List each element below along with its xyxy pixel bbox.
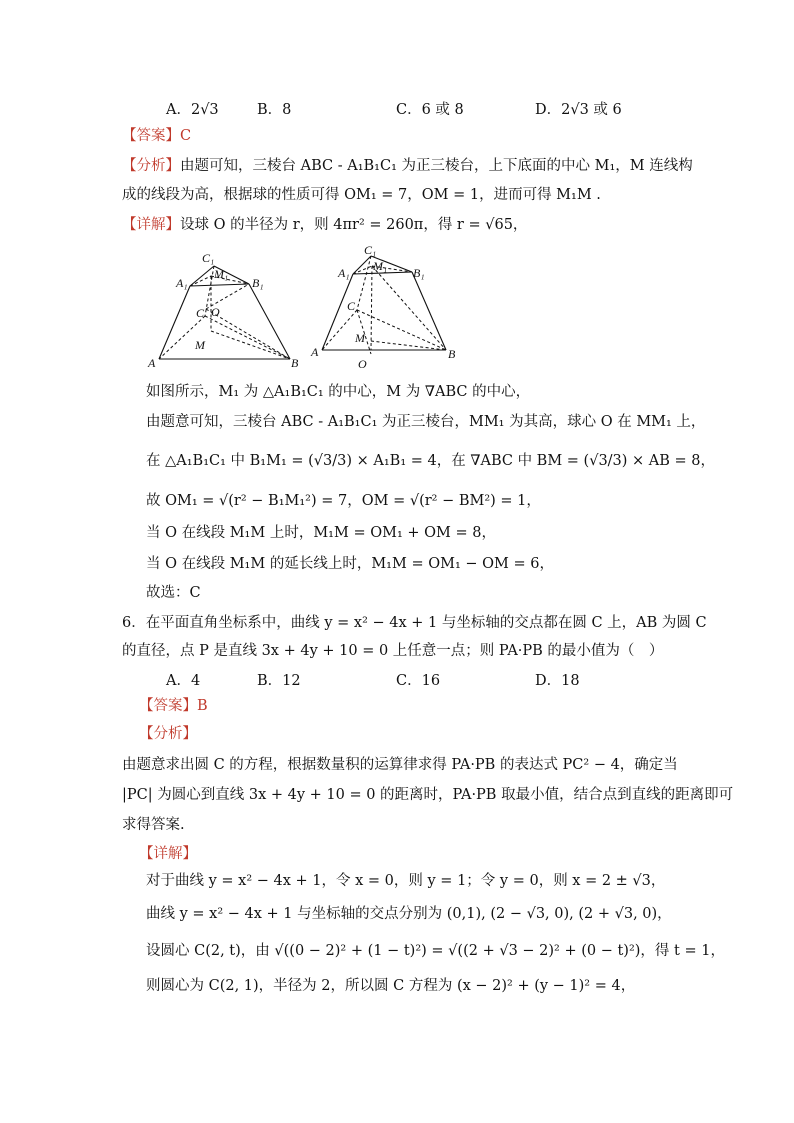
label-B: B (291, 356, 299, 370)
q5-detail-line-1 (122, 216, 527, 234)
q6-option-b: B．12 (257, 673, 301, 689)
q6-analysis-line-1: 由题意求出圆 C 的方程，根据数量积的运算律求得 PA·PB 的表达式 PC² − 4，确定当 (122, 757, 678, 773)
q6-stem-line-2: 的直径，点 P 是直线 3x + 4y + 10 = 0 上任意一点；则 PA·PB 的最小值为（ ） (122, 643, 664, 659)
answer-tag: 【答案】 (139, 698, 197, 714)
q5-detail-line-6: 当 O 在线段 M₁M 上时，M₁M = OM₁ + OM = 8， (146, 525, 496, 541)
label-M: M (195, 338, 205, 352)
label-B1: B₁ (252, 276, 264, 290)
label-O: O (211, 305, 220, 319)
answer-value: B (197, 698, 208, 714)
q5-answer-line (122, 127, 191, 145)
analysis-tag: 【分析】 (122, 158, 180, 174)
q6-stem-line-1: 6．在平面直角坐标系中，曲线 y = x² − 4x + 1 与坐标轴的交点都在圆 C 上，AB 为圆 C (122, 615, 707, 631)
q6-analysis-tag-line (139, 725, 197, 743)
q5-detail-line-5: 故 OM₁ = √(r² − B₁M₁²) = 7，OM = √(r² − BM²) = 1， (146, 493, 541, 509)
label-A: A (311, 345, 319, 359)
q6-analysis-line-3: 求得答案. (122, 817, 185, 833)
label-C1: C₁ (202, 251, 215, 265)
frustum-figure-1 (144, 246, 304, 370)
q5-conclusion: 故选：C (146, 585, 201, 601)
detail-tag: 【详解】 (122, 217, 180, 233)
q5-detail-line-7: 当 O 在线段 M₁M 的延长线上时，M₁M = OM₁ − OM = 6， (146, 556, 554, 572)
q6-analysis-line-2: |PC| 为圆心到直线 3x + 4y + 10 = 0 的距离时，PA·PB 取最小值，结合点到直线的距离即可 (122, 787, 734, 803)
label-C: C (196, 306, 205, 320)
label-M1: M₁ (214, 267, 229, 281)
label-C1: C₁ (364, 244, 377, 257)
q6-detail-tag-line (139, 845, 197, 863)
q5-option-d: D．2√3 或 6 (535, 102, 622, 118)
detail-text-1: 设球 O 的半径为 r，则 4πr² = 260π，得 r = √65， (180, 217, 528, 233)
q5-detail-line-3: 由题意可知，三棱台 ABC - A₁B₁C₁ 为正三棱台，MM₁ 为其高，球心 O 在 MM₁ 上， (146, 414, 706, 430)
label-B: B (448, 347, 456, 361)
frustum-figure-2 (309, 244, 469, 370)
detail-tag: 【详解】 (139, 846, 197, 862)
q6-option-c: C．16 (396, 673, 441, 689)
q6-answer-line (139, 697, 208, 715)
q5-option-b: B．8 (257, 102, 292, 118)
q6-option-a: A．4 (166, 673, 201, 689)
q6-detail-line-3: 设圆心 C(2, t)，由 √((0 − 2)² + (1 − t)²) = √((2 + √3 − 2)² + (0 − t)²)，得 t = 1， (146, 943, 725, 959)
label-M: M (355, 331, 365, 345)
label-A1: A₁ (176, 276, 188, 290)
answer-tag: 【答案】 (122, 128, 180, 144)
label-B1: B₁ (413, 266, 425, 280)
q6-detail-line-2: 曲线 y = x² − 4x + 1 与坐标轴的交点分别为 (0,1), (2 − √3, 0), (2 + √3, 0)， (146, 906, 672, 922)
analysis-tag: 【分析】 (139, 726, 197, 742)
q6-detail-line-4: 则圆心为 C(2, 1)，半径为 2，所以圆 C 方程为 (x − 2)² + (y − 1)² = 4， (146, 978, 636, 994)
q5-option-c: C．6 或 8 (396, 102, 464, 118)
label-O: O (358, 357, 367, 370)
q6-option-d: D．18 (535, 673, 580, 689)
label-A1: A₁ (338, 266, 350, 280)
q5-detail-line-2: 如图所示，M₁ 为 △A₁B₁C₁ 的中心，M 为 ∇ABC 的中心， (146, 384, 531, 400)
q6-detail-line-1: 对于曲线 y = x² − 4x + 1，令 x = 0，则 y = 1；令 y = 0，则 x = 2 ± √3， (146, 873, 666, 889)
label-C: C (347, 299, 356, 313)
label-A: A (148, 356, 156, 370)
label-M1: M₁ (373, 259, 388, 273)
q5-analysis-line-1 (122, 157, 693, 175)
q5-detail-line-4: 在 △A₁B₁C₁ 中 B₁M₁ = (√3/3) × A₁B₁ = 4，在 ∇ABC 中 BM = (√3/3) × AB = 8， (146, 453, 716, 469)
q5-option-a: A．2√3 (166, 102, 219, 118)
answer-value: C (180, 128, 192, 144)
q5-analysis-line-2: 成的线段为高，根据球的性质可得 OM₁ = 7，OM = 1，进而可得 M₁M . (122, 187, 601, 203)
analysis-text-1: 由题可知，三棱台 ABC - A₁B₁C₁ 为正三棱台，上下底面的中心 M₁，M 连线构 (180, 158, 693, 174)
